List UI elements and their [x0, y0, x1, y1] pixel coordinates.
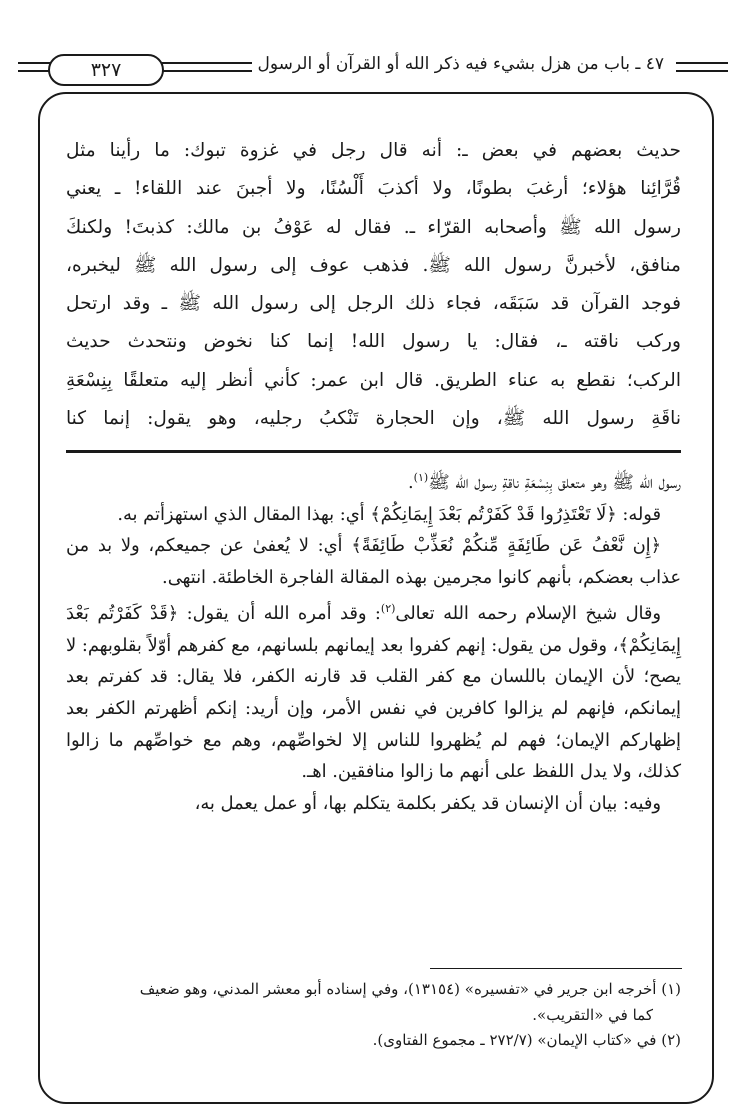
hadith-text	[66, 132, 681, 438]
page-header	[18, 48, 728, 88]
footnote-ref: (١)	[413, 471, 429, 484]
header-rule-left	[18, 70, 52, 72]
commentary-text-span: : وقد أمره الله أن يقول: ﴿قَدْ كَفَرْتُم بَعْدَ إِيمَانِكُمْ﴾، وقول من يقول: إنهم كفروا بعد إيمانهم بلسانهم، مع كفرهم أوّلاً بقلوبهم: لا يصح؛ لأن الإيمان باللسان مع كفر القلب قد قارنه الكفر، فلا يقال: قد كفرتم بعد إيمانكم، فإنهم لم يزالوا كافرين في نفس الأمر، وإن أريد: إنكم أظهرتم الكفر بعد إظهاركم الإيمان؛ فهم لم يُظهروا للناس إلا لخواصِّهم، وهم مع خواصِّهم ما زالوا كذلك، ولا يدل اللفظ على أنهم ما زالوا منافقين. اهـ.	[66, 603, 681, 783]
commentary-text-span: وقال شيخ الإسلام رحمه الله تعالى	[395, 603, 661, 625]
hadith-line: فوجد القرآن قد سَبَقَه، فجاء ذلك الرجل إلى رسول الله ﷺ ـ وقد ارتحل	[66, 293, 681, 315]
page-number: ٣٢٧	[48, 54, 164, 86]
header-rule-right	[676, 62, 728, 64]
footnote-continuation: كما في «التقريب».	[532, 1005, 653, 1024]
header-rule-right	[676, 70, 728, 72]
commentary-paragraph: رسول الله ﷺ وهو متعلق بِنِسْعَةِ ناقةِ رسول الله ﷺ$^{(١)}$.	[408, 471, 681, 493]
commentary-paragraph: قوله: ﴿لَا تَعْتَذِرُوا قَدْ كَفَرْتُم بَعْدَ إِيمَانِكُمْ﴾ أي: بهذا المقال الذي استهزأتم به.	[117, 503, 661, 525]
footnote-divider	[430, 968, 682, 969]
commentary-paragraph	[66, 593, 681, 787]
footnote: (٢) في «كتاب الإيمان» (٢٧٢/٧ ـ مجموع الفتاوى).	[372, 1031, 681, 1049]
commentary-paragraph: وفيه: بيان أن الإنسان قد يكفر بكلمة يتكلم بها، أو عمل يعمل به،	[194, 792, 661, 814]
hadith-line: الركب؛ نقطع به عناء الطريق. قال ابن عمر: كأني أنظر إليه متعلقًا بِنِسْعَةِ	[66, 369, 681, 391]
header-rule-left	[18, 62, 52, 64]
hadith-line: حديث بعضهم في بعض ـ: أنه قال رجل في غزوة تبوك: ما رأينا مثل	[66, 140, 681, 161]
hadith-line: رسول الله ﷺ وأصحابه القرّاء ـ. فقال له عَوْفُ بن مالك: كذبتَ! ولكنكَ	[66, 216, 681, 238]
chapter-title: ٤٧ ـ باب من هزل بشيء فيه ذكر الله أو القرآن أو الرسول	[252, 54, 671, 74]
hadith-line: قُرَّائِنا هؤلاء؛ أرغبَ بطونًا، ولا أكذبَ أَلْسُنًا، ولا أجبنَ عند اللقاء! ـ يعني	[66, 178, 681, 200]
commentary-paragraph: ﴿إِن نَّعْفُ عَن طَائِفَةٍ مِّنكُمْ نُعَذِّبْ طَائِفَةً﴾ أي: لا يُعفىٰ عن جميعكم، ولا بد من عذاب بعضكم، بأنهم كانوا مجرمين بهذه المقالة الفاجرة الخاطئة. انتهى.	[66, 535, 681, 588]
footnote: (١) أخرجه ابن جرير في «تفسيره» (١٣١٥٤)، وفي إسناده أبو معشر المدني، وهو ضعيف	[139, 980, 681, 998]
section-divider	[66, 450, 681, 453]
hadith-line: ناقَةِ رسول الله ﷺ، وإن الحجارة تَنْكبُ رجليه، وهو يقول: إنما كنا	[66, 408, 681, 430]
commentary-text	[66, 462, 681, 819]
footnotes	[66, 977, 681, 1054]
commentary-text-span: رسول الله ﷺ وهو متعلق بِنِسْعَةِ ناقةِ رسول الله ﷺ	[428, 471, 681, 493]
hadith-line: منافق، لأخبرنَّ رسول الله ﷺ. فذهب عوف إلى رسول الله ﷺ ليخبره،	[66, 254, 681, 276]
hadith-line: وركب ناقته ـ، فقال: يا رسول الله! إنما كنا نخوض ونتحدث حديث	[66, 331, 681, 353]
footnote-ref: (٢)	[380, 602, 396, 616]
